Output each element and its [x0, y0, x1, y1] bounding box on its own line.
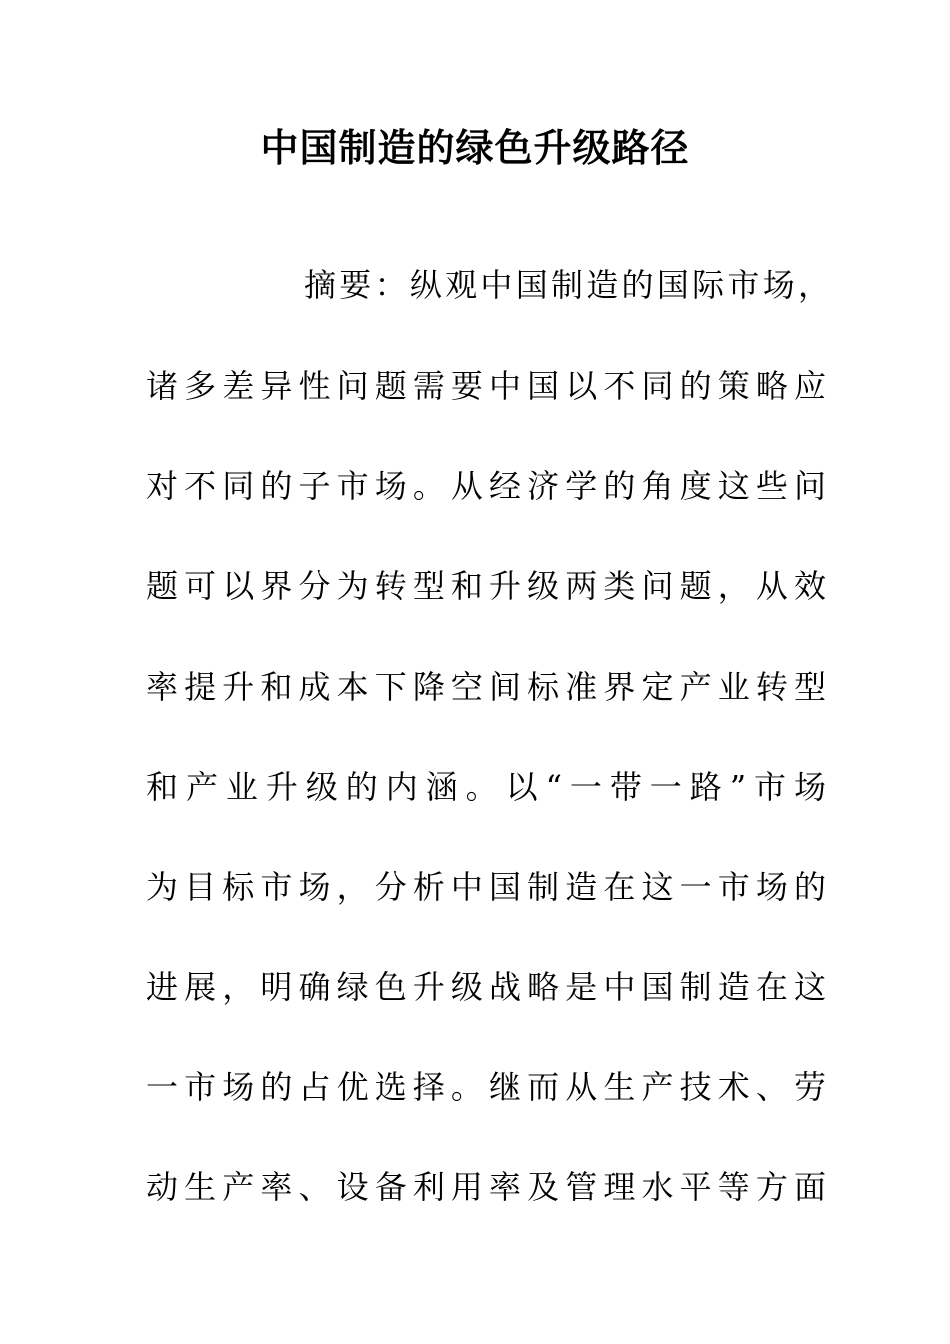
abstract-line: 率提升和成本下降空间标准界定产业转型	[146, 668, 826, 706]
abstract-line: 为目标市场，分析中国制造在这一市场的	[146, 868, 826, 906]
abstract-line: 一市场的占优选择。继而从生产技术、劳	[146, 1068, 826, 1106]
abstract-line: 诸多差异性问题需要中国以不同的策略应	[146, 367, 826, 405]
abstract-line: 和产业升级的内涵。以“一带一路”市场	[146, 768, 826, 806]
abstract-line: 动生产率、设备利用率及管理水平等方面	[146, 1168, 826, 1206]
abstract-line: 进展，明确绿色升级战略是中国制造在这	[146, 968, 826, 1006]
document-title: 中国制造的绿色升级路径	[260, 126, 690, 170]
abstract-line: 对不同的子市场。从经济学的角度这些问	[146, 467, 826, 505]
abstract-line: 题可以界分为转型和升级两类问题，从效	[146, 567, 826, 605]
abstract-line: 摘要：纵观中国制造的国际市场，	[304, 266, 830, 304]
